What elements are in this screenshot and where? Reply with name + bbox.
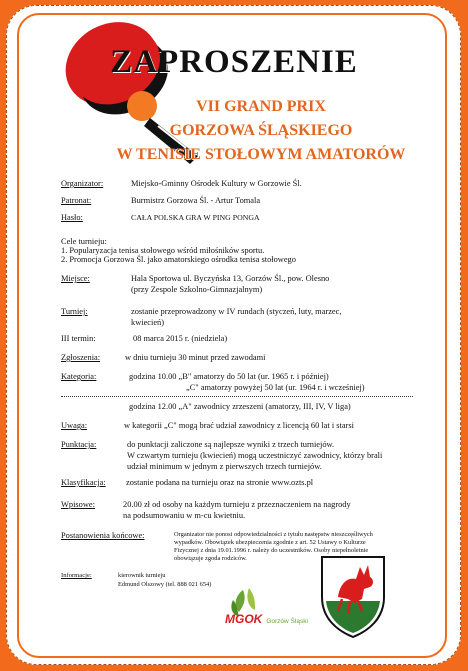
wpisowe-label: Wpisowe:: [61, 500, 95, 509]
informacje-line-1: kierownik turnieju: [118, 572, 166, 579]
patronat-label: Patronat:: [61, 196, 92, 205]
cele-item-1: 1. Popularyzacja tenisa stołowego wśród miłośników sportu.: [61, 246, 265, 255]
turniej-line-2: kwiecień): [131, 318, 165, 327]
kategoria-line-2: „C" amatorzy powyżej 50 lat (ur. 1964 r. i wcześniej): [186, 383, 365, 392]
kategoria-line-3: godzina 12.00 „A" zawodnicy zrzeszeni (amatorzy, III, IV, V liga): [129, 402, 351, 411]
mgok-text: MGOK: [225, 612, 263, 626]
punktacja-line-3: udział minimum w jednym z pierwszych trzech turniejów.: [127, 462, 322, 471]
wpisowe-line-1: 20.00 zł od osoby na każdym turnieju z przeznaczeniem na nagrody: [123, 500, 351, 509]
uwaga-value: w kategorii „C" mogą brać udział zawodnicy z licencją 60 lat i starsi: [124, 421, 354, 430]
wpisowe-line-2: na podsumowaniu w m-cu kwietniu.: [123, 511, 246, 520]
punktacja-line-2: W czwartym turnieju (kwiecień) mogą uczestniczyć zawodnicy, którzy brali: [127, 451, 383, 460]
postanowienia-line-1: Organizator nie ponosi odpowiedzialności z tytułu następstw nieszczęśliwych: [174, 531, 373, 538]
klasyfikacja-value: zostanie podana na turnieju oraz na stronie www.ozts.pl: [126, 478, 314, 487]
postanowienia-line-3: Fizycznej z dnia 19.01.1996 r. należy do uczestników. Osoby niepełnoletnie: [174, 547, 369, 554]
uwaga-label: Uwaga:: [61, 421, 88, 430]
klasyfikacja-label: Klasyfikacja:: [61, 478, 106, 487]
mgok-logo: [225, 586, 307, 643]
punktacja-label: Punktacja:: [61, 440, 97, 449]
organizator-value: Miejsko-Gminny Ośrodek Kultury w Gorzowie Śl.: [131, 179, 302, 188]
miejsce-label: Miejsce:: [61, 274, 90, 283]
organizator-label: Organizator:: [61, 179, 104, 188]
postanowienia-line-2: wypadków. Obowiązek ubezpieczenia zgodnie z art. 52 Ustawy o Kulturze: [174, 539, 366, 546]
postanowienia-line-4: obowiązuje zgoda rodziców.: [174, 555, 247, 562]
coat-of-arms-icon: [318, 553, 388, 639]
gorzow-text: Gorzów Śląski: [266, 618, 308, 625]
postanowienia-label: Postanowienia końcowe:: [61, 531, 145, 540]
informacje-line-2: Edmund Olszowy (tel. 888 021 654): [118, 581, 212, 588]
zgloszenia-value: w dniu turnieju 30 minut przed zawodami: [125, 353, 266, 362]
kategoria-line-1: godzina 10.00 „B" amatorzy do 50 lat (ur. 1965 r. i później): [129, 372, 329, 381]
subtitle-gorzow: GORZOWA ŚLĄSKIEGO: [169, 122, 353, 139]
subtitle-grand-prix: VII GRAND PRIX: [196, 98, 326, 115]
dotted-separator: [61, 396, 413, 397]
zgloszenia-label: Zgłoszenia:: [61, 353, 101, 362]
termin-value: 08 marca 2015 r. (niedziela): [133, 334, 228, 343]
miejsce-line-1: Hala Sportowa ul. Byczyńska 13, Gorzów Śl., pow. Olesno: [131, 274, 330, 283]
miejsce-line-2: (przy Zespole Szkolno-Gimnazjalnym): [131, 285, 263, 294]
haslo-value: CAŁA POLSKA GRA W PING PONGA: [131, 213, 260, 222]
haslo-label: Hasło:: [61, 213, 83, 222]
informacje-label: Informacje:: [61, 572, 92, 579]
subtitle-tenis: W TENISIE STOŁOWYM AMATORÓW: [116, 146, 406, 163]
punktacja-line-1: do punktacji zaliczone są najlepsze wyniki z trzech turniejów.: [127, 440, 335, 449]
cele-label: Cele turnieju:: [61, 237, 107, 246]
patronat-value: Burmistrz Gorzowa Śl. - Artur Tomala: [131, 196, 261, 205]
turniej-line-1: zostanie przeprowadzony w IV rundach (styczeń, luty, marzec,: [131, 307, 342, 316]
kategoria-label: Kategoria:: [61, 372, 97, 381]
cele-item-2: 2. Promocja Gorzowa Śl. jako amatorskiego ośrodka tenisa stołowego: [61, 255, 296, 264]
termin-label: III termin:: [61, 334, 96, 343]
page-title: ZAPROSZENIE: [110, 44, 358, 80]
turniej-label: Turniej:: [61, 307, 88, 316]
